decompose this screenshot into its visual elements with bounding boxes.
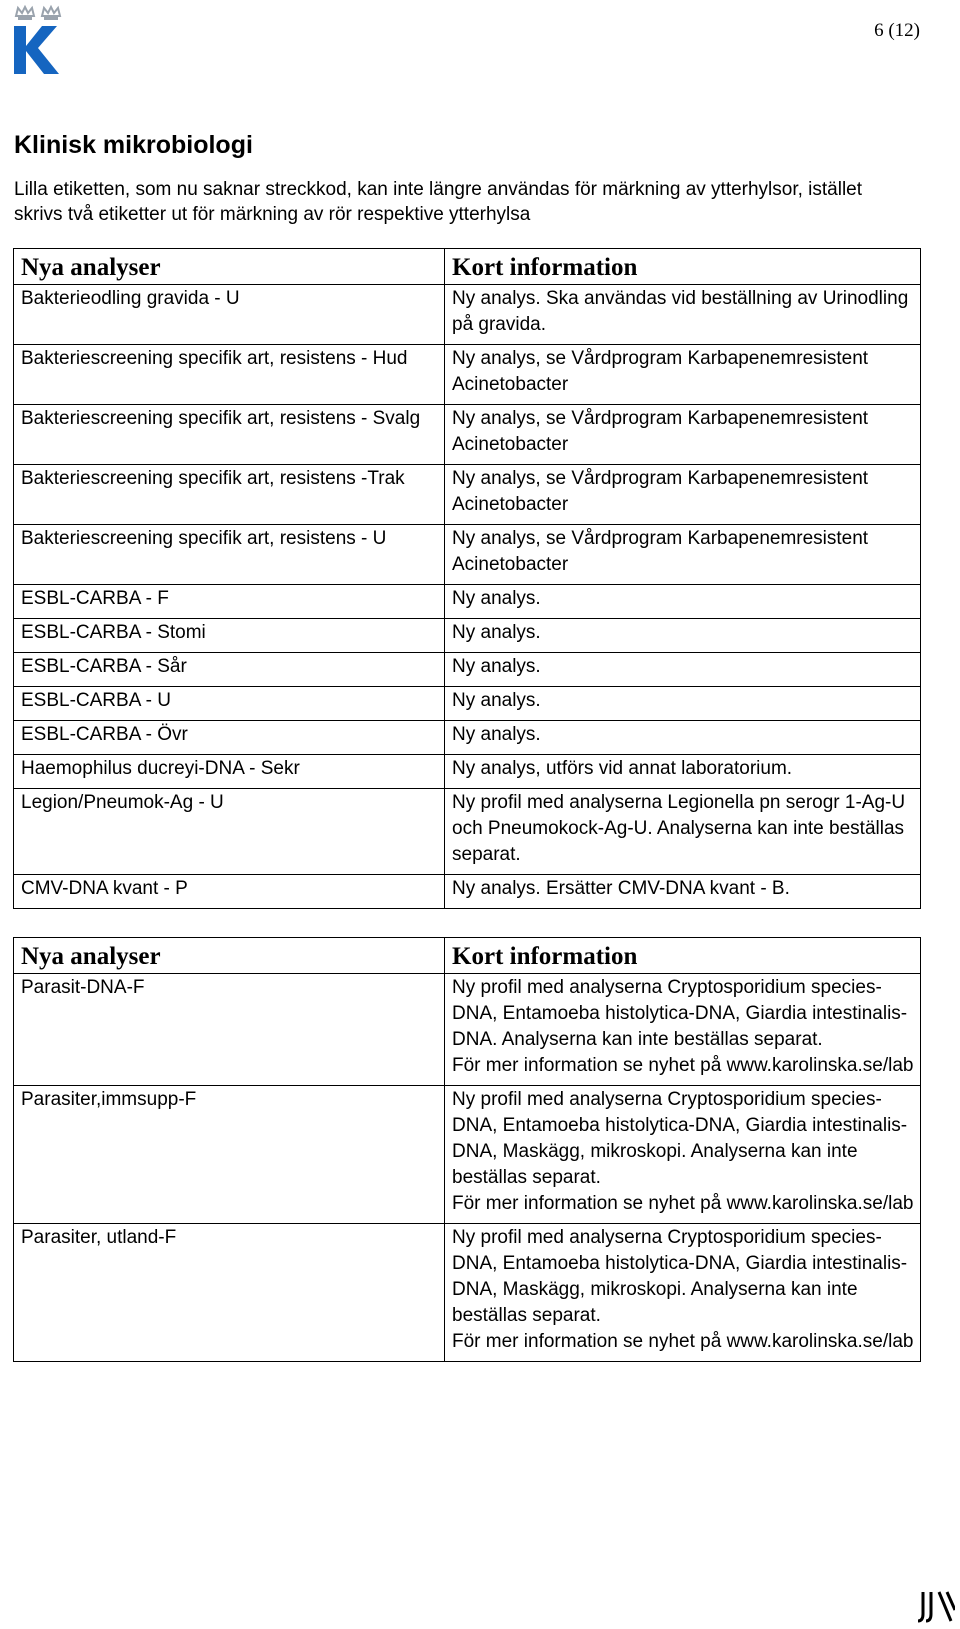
- more-info-text: För mer information se nyhet på www.karolinska.se/lab: [452, 1193, 914, 1214]
- analysis-info: Ny analys.: [445, 619, 921, 653]
- analysis-info-text: Ny profil med analyserna Cryptosporidium species-DNA, Entamoeba histolytica-DNA, Giardia intestinalis-DNA, Maskägg, mikroskopi. Analyserna kan inte beställas separat.: [452, 1089, 908, 1188]
- analysis-name: Bakterieodling gravida - U: [14, 285, 445, 345]
- table-row: [14, 789, 921, 875]
- analysis-name: ESBL-CARBA - U: [14, 687, 445, 721]
- analysis-info: Ny analys, se Vårdprogram Karbapenemresistent Acinetobacter: [445, 345, 921, 405]
- table-row: [14, 653, 921, 687]
- analysis-name: ESBL-CARBA - Sår: [14, 653, 445, 687]
- analysis-name: ESBL-CARBA - Övr: [14, 721, 445, 755]
- analysis-name: Legion/Pneumok-Ag - U: [14, 789, 445, 875]
- analysis-name: Bakteriescreening specifik art, resistens - U: [14, 525, 445, 585]
- analysis-name: Parasit-DNA-F: [14, 974, 445, 1086]
- table-row: [14, 721, 921, 755]
- new-analyses-table-1: [13, 248, 921, 909]
- analysis-info: Ny analys. Ersätter CMV-DNA kvant - B.: [445, 875, 921, 909]
- header-new-analyses: Nya analyser: [14, 249, 445, 285]
- analysis-info: Ny analys. Ska användas vid beställning av Urinodling på gravida.: [445, 285, 921, 345]
- table-row: [14, 405, 921, 465]
- analysis-name: Parasiter, utland-F: [14, 1224, 445, 1362]
- intro-text: Lilla etiketten, som nu saknar streckkod, kan inte längre användas för märkning av ytterhylsor, istället skrivs två etiketter ut för märkning av rör respektive ytterhylsa: [14, 179, 863, 225]
- analysis-info: Ny analys, se Vårdprogram Karbapenemresistent Acinetobacter: [445, 405, 921, 465]
- analysis-info: Ny analys.: [445, 687, 921, 721]
- analysis-info: Ny profil med analyserna Legionella pn serogr 1-Ag-U och Pneumokock-Ag-U. Analyserna kan inte beställas separat.: [445, 789, 921, 875]
- table-row: [14, 465, 921, 525]
- analysis-name: Bakteriescreening specifik art, resistens - Hud: [14, 345, 445, 405]
- section-title: Klinisk mikrobiologi: [14, 131, 253, 159]
- header-short-info: Kort information: [445, 249, 921, 285]
- analysis-info: [445, 1086, 921, 1224]
- table-row: [14, 974, 921, 1086]
- karolinska-logo: [10, 4, 66, 76]
- table-row: [14, 1086, 921, 1224]
- footer-logo-icon: [917, 1590, 955, 1624]
- new-analyses-table-2: [13, 937, 921, 1362]
- table-row: [14, 1224, 921, 1362]
- analysis-name: ESBL-CARBA - Stomi: [14, 619, 445, 653]
- analysis-name: Haemophilus ducreyi-DNA - Sekr: [14, 755, 445, 789]
- more-info-text: För mer information se nyhet på www.karolinska.se/lab: [452, 1055, 914, 1076]
- table-row: [14, 687, 921, 721]
- analysis-info: Ny analys, utförs vid annat laboratorium.: [445, 755, 921, 789]
- analysis-name: Bakteriescreening specifik art, resistens -Trak: [14, 465, 445, 525]
- table-row: [14, 285, 921, 345]
- analysis-info: Ny analys.: [445, 721, 921, 755]
- table-row: [14, 585, 921, 619]
- analysis-info-text: Ny profil med analyserna Cryptosporidium species-DNA, Entamoeba histolytica-DNA, Giardia intestinalis-DNA. Analyserna kan inte beställas separat.: [452, 977, 908, 1050]
- table-row: [14, 619, 921, 653]
- logo-letter-k: [14, 26, 59, 74]
- table-row: [14, 345, 921, 405]
- table-row: [14, 755, 921, 789]
- analysis-info-text: Ny profil med analyserna Cryptosporidium species-DNA, Entamoeba histolytica-DNA, Giardia intestinalis-DNA, Maskägg, mikroskopi. Analyserna kan inte beställas separat.: [452, 1227, 908, 1326]
- header-new-analyses: Nya analyser: [14, 938, 445, 974]
- analysis-info: [445, 974, 921, 1086]
- analysis-name: Parasiter,immsupp-F: [14, 1086, 445, 1224]
- analysis-info: Ny analys.: [445, 653, 921, 687]
- analysis-info: Ny analys, se Vårdprogram Karbapenemresistent Acinetobacter: [445, 525, 921, 585]
- table-header-row: [14, 249, 921, 285]
- analysis-info: Ny analys, se Vårdprogram Karbapenemresistent Acinetobacter: [445, 465, 921, 525]
- more-info-text: För mer information se nyhet på www.karolinska.se/lab: [452, 1331, 914, 1352]
- page-number: 6 (12): [874, 20, 920, 41]
- header-short-info: Kort information: [445, 938, 921, 974]
- analysis-info: Ny analys.: [445, 585, 921, 619]
- table-header-row: [14, 938, 921, 974]
- table-row: [14, 875, 921, 909]
- analysis-name: ESBL-CARBA - F: [14, 585, 445, 619]
- analysis-name: CMV-DNA kvant - P: [14, 875, 445, 909]
- analysis-info: [445, 1224, 921, 1362]
- table-row: [14, 525, 921, 585]
- analysis-name: Bakteriescreening specifik art, resistens - Svalg: [14, 405, 445, 465]
